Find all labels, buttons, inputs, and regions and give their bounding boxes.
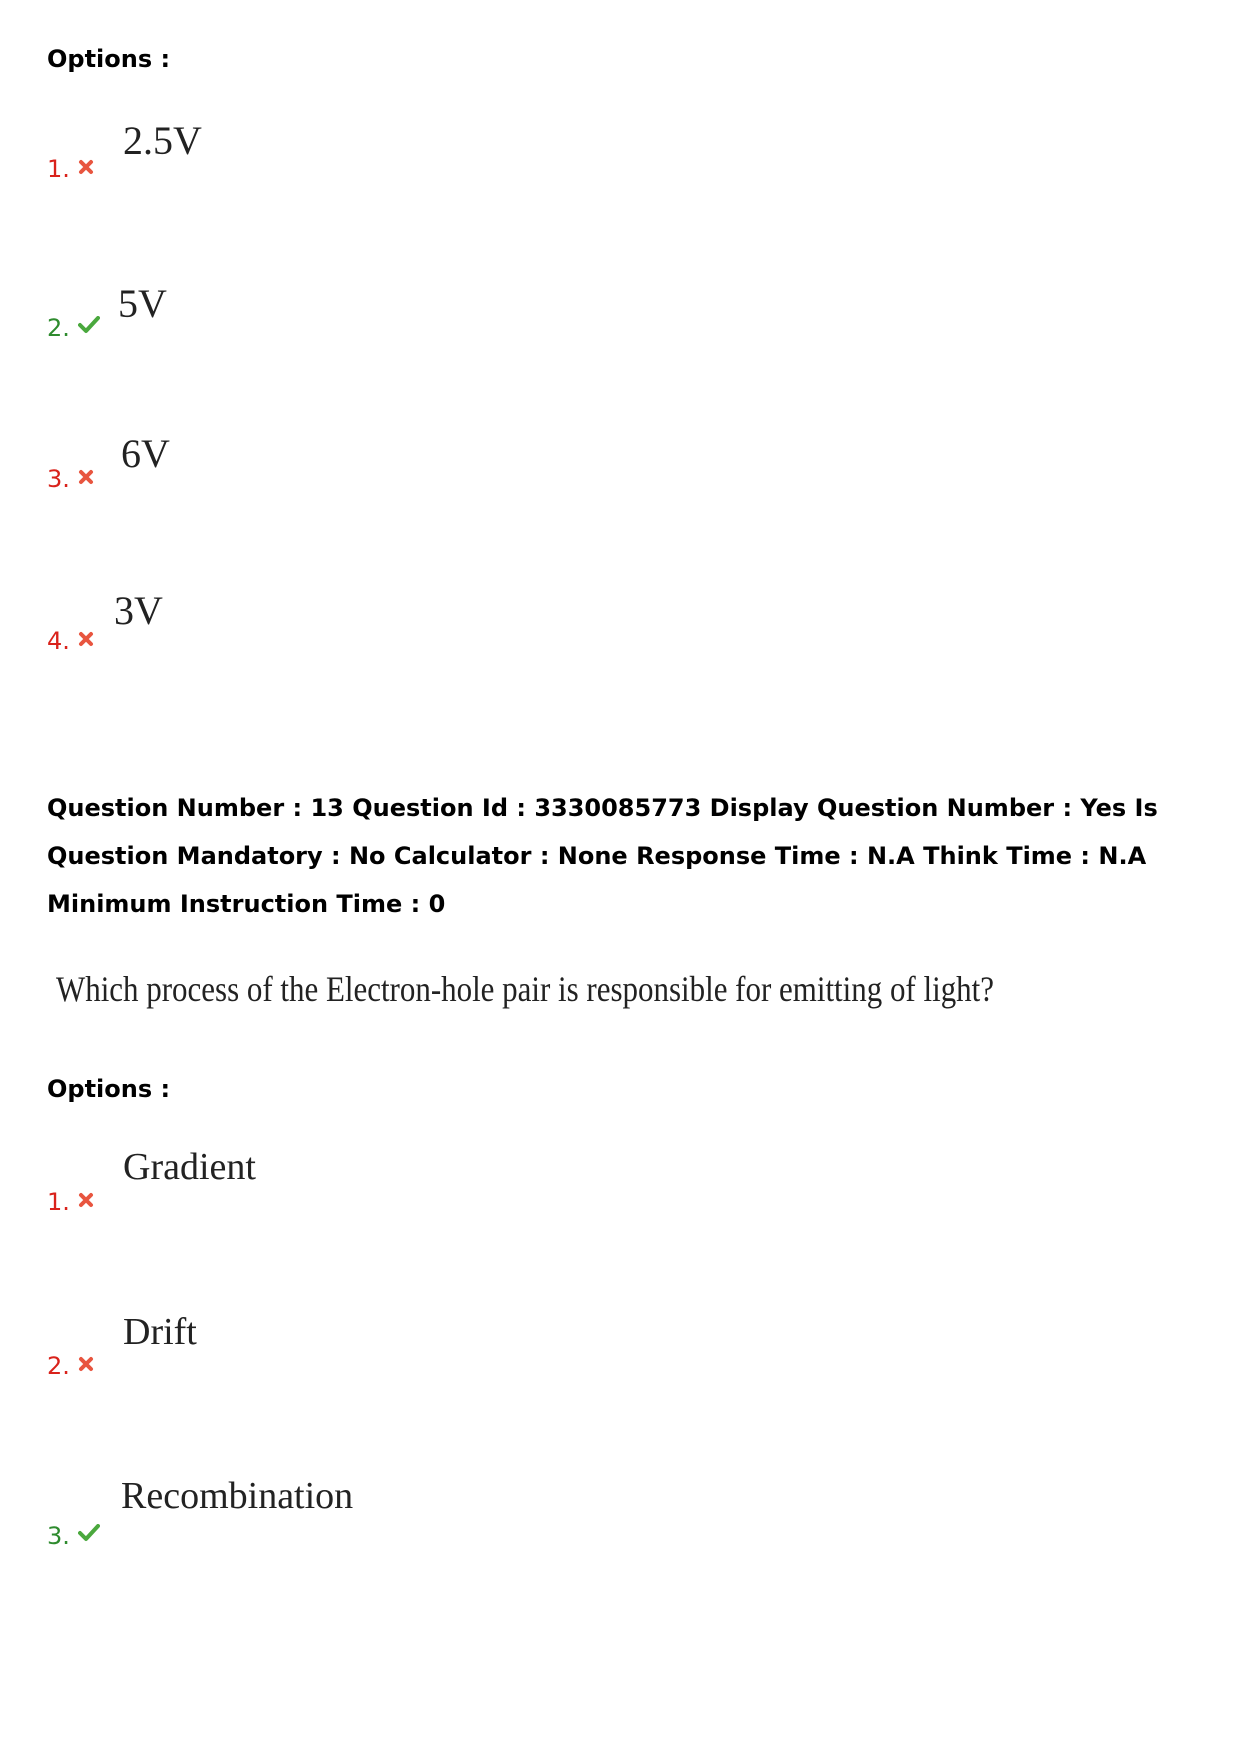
option-number: 1. — [47, 1188, 70, 1216]
option-text: 2.5V — [123, 118, 202, 163]
option-item — [47, 1186, 94, 1216]
cross-icon — [78, 625, 94, 653]
cross-icon — [78, 463, 94, 491]
option-number: 2. — [47, 314, 70, 342]
option-item — [47, 625, 94, 655]
cross-icon — [78, 1350, 94, 1378]
option-text: Drift — [123, 1311, 197, 1353]
option-number: 4. — [47, 627, 70, 655]
option-text: Recombination — [121, 1475, 354, 1517]
option-item — [47, 312, 100, 342]
options-label: Options : — [47, 45, 171, 73]
option-item — [47, 1350, 94, 1380]
option-item — [47, 153, 94, 183]
cross-icon — [78, 153, 94, 181]
options-label: Options : — [47, 1075, 171, 1103]
option-text: 6V — [121, 431, 170, 476]
option-number: 2. — [47, 1352, 70, 1380]
option-text: Gradient — [123, 1146, 256, 1188]
cross-icon — [78, 1186, 94, 1214]
option-number: 1. — [47, 155, 70, 183]
option-number: 3. — [47, 465, 70, 493]
check-icon — [78, 1520, 100, 1548]
option-number: 3. — [47, 1522, 70, 1550]
option-text: 3V — [114, 588, 163, 633]
question-meta: Question Number : 13 Question Id : 3330085773 Display Question Number : Yes Is Question Mandatory : No Calculator : None Response Time : N.A Think Time : N.A Minimum Instruction Time : 0 — [47, 794, 1158, 918]
option-item — [47, 463, 94, 493]
question-text: Which process of the Electron-hole pair is responsible for emitting of light? — [56, 969, 994, 1009]
option-item — [47, 1520, 100, 1550]
check-icon — [78, 312, 100, 340]
option-text: 5V — [118, 281, 167, 326]
